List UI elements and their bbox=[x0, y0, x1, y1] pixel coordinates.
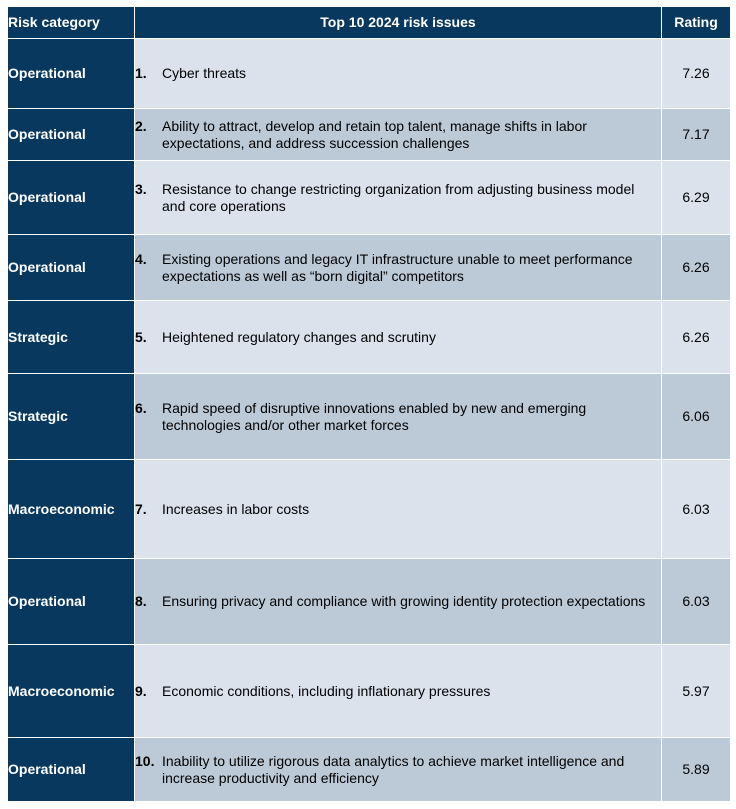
risk-issue-cell bbox=[135, 161, 662, 235]
header-rating: Rating bbox=[662, 7, 731, 39]
header-row bbox=[8, 7, 731, 39]
issue-text: Increases in labor costs bbox=[162, 500, 310, 517]
risk-category-cell: Macroeconomic bbox=[8, 460, 135, 559]
header-risk-issues: Top 10 2024 risk issues bbox=[135, 7, 662, 39]
rating-cell: 7.17 bbox=[662, 109, 731, 161]
risk-category-cell: Macroeconomic bbox=[8, 645, 135, 738]
issue-text: Cyber threats bbox=[162, 65, 247, 81]
table-row bbox=[8, 301, 731, 374]
table-row bbox=[8, 374, 731, 460]
risk-issue-cell bbox=[135, 301, 662, 374]
rating-cell: 5.89 bbox=[662, 738, 731, 802]
risk-category-cell: Strategic bbox=[8, 374, 135, 460]
risk-category-cell: Strategic bbox=[8, 301, 135, 374]
issue-text: Resistance to change restricting organization from adjusting business model and core operations bbox=[162, 180, 635, 214]
risk-issue-cell bbox=[135, 460, 662, 559]
risk-issue-cell bbox=[135, 109, 662, 161]
issue-number: 4. bbox=[135, 250, 147, 267]
header-risk-category: Risk category bbox=[8, 7, 135, 39]
table-row bbox=[8, 235, 731, 301]
rating-cell: 5.97 bbox=[662, 645, 731, 738]
issue-number: 7. bbox=[135, 500, 147, 517]
issue-text: Existing operations and legacy IT infrastructure unable to meet performance expectations as well as “born digital” competitors bbox=[162, 250, 633, 284]
risk-issue-cell bbox=[135, 235, 662, 301]
issue-number: 1. bbox=[135, 65, 147, 81]
issue-text: Rapid speed of disruptive innovations enabled by new and emerging technologies and/or other market forces bbox=[162, 399, 587, 433]
risk-issue-cell bbox=[135, 645, 662, 738]
issue-text: Inability to utilize rigorous data analytics to achieve market intelligence and increase productivity and efficiency bbox=[162, 752, 625, 786]
issue-number: 8. bbox=[135, 593, 147, 609]
issue-number: 5. bbox=[135, 328, 147, 345]
rating-cell: 6.03 bbox=[662, 559, 731, 645]
risk-table bbox=[7, 6, 731, 802]
issue-text: Heightened regulatory changes and scrutiny bbox=[162, 328, 436, 345]
rating-cell: 7.26 bbox=[662, 39, 731, 109]
risk-issue-cell bbox=[135, 738, 662, 802]
issue-text: Ability to attract, develop and retain top talent, manage shifts in labor expectations, and address succession challenges bbox=[162, 117, 587, 151]
risk-issue-cell bbox=[135, 559, 662, 645]
issue-number: 2. bbox=[135, 117, 147, 134]
risk-category-cell: Operational bbox=[8, 109, 135, 161]
rating-cell: 6.26 bbox=[662, 235, 731, 301]
risk-category-cell: Operational bbox=[8, 161, 135, 235]
rating-cell: 6.29 bbox=[662, 161, 731, 235]
table-row bbox=[8, 559, 731, 645]
table-row bbox=[8, 161, 731, 235]
issue-number: 6. bbox=[135, 399, 147, 416]
risk-issue-cell bbox=[135, 39, 662, 109]
rating-cell: 6.06 bbox=[662, 374, 731, 460]
risk-category-cell: Operational bbox=[8, 559, 135, 645]
issue-text: Economic conditions, including inflationary pressures bbox=[162, 682, 491, 699]
issue-number: 10. bbox=[135, 752, 155, 769]
risk-issue-cell bbox=[135, 374, 662, 460]
rating-cell: 6.26 bbox=[662, 301, 731, 374]
issue-number: 3. bbox=[135, 180, 147, 197]
risk-category-cell: Operational bbox=[8, 39, 135, 109]
table-row bbox=[8, 460, 731, 559]
table-row bbox=[8, 109, 731, 161]
issue-text: Ensuring privacy and compliance with growing identity protection expectations bbox=[162, 593, 646, 609]
table-row bbox=[8, 738, 731, 802]
rating-cell: 6.03 bbox=[662, 460, 731, 559]
risk-category-cell: Operational bbox=[8, 235, 135, 301]
issue-number: 9. bbox=[135, 682, 147, 699]
table-row bbox=[8, 645, 731, 738]
table-row bbox=[8, 39, 731, 109]
risk-category-cell: Operational bbox=[8, 738, 135, 802]
